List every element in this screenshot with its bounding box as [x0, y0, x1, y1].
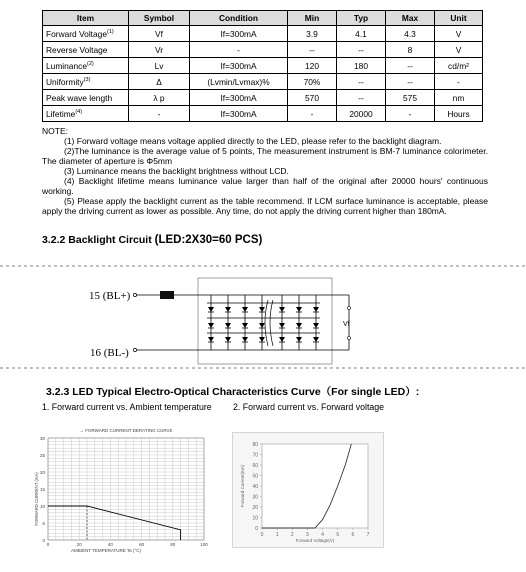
table-row — [43, 58, 483, 74]
item-note-ref: (1) — [106, 28, 114, 35]
cell-symbol: Vf — [129, 26, 190, 42]
x-tick-label: 6 — [351, 532, 355, 538]
cell-unit: V — [435, 42, 483, 58]
table-row — [43, 26, 483, 42]
y-tick-label: 0 — [42, 538, 45, 543]
notes-title: NOTE: — [42, 126, 68, 136]
cell-min: 3.9 — [288, 26, 337, 42]
x-tick-label: 1 — [275, 532, 279, 538]
led-diode — [259, 307, 265, 312]
led-diode — [279, 307, 285, 312]
y-tick-label: 70 — [252, 452, 258, 459]
backlight-circuit-title: 3.2.2 Backlight Circuit — [42, 234, 152, 246]
led-diode — [242, 323, 248, 328]
led-diode — [225, 337, 231, 342]
led-diode — [313, 307, 319, 312]
vf-label: Vf — [343, 321, 350, 328]
header-item: Item — [43, 11, 129, 26]
led-diode — [242, 337, 248, 342]
x-tick-label: 4 — [321, 532, 324, 538]
led-diode — [259, 323, 265, 328]
cell-unit: Hours — [435, 106, 483, 122]
y-tick-label: 80 — [252, 442, 258, 448]
x-axis-label: AMBIENT TEMPERATURE Ta (°C) — [71, 548, 141, 553]
led-diode — [259, 337, 265, 342]
x-tick-label: 7 — [366, 532, 370, 538]
note-2: (2)The luminance is the average value of 5 points, The measurement instrument is BM-7 luminance colorimeter. The diameter of aperture is Φ5mm — [42, 146, 488, 166]
led-diode — [313, 323, 319, 328]
cell-min: - — [288, 106, 337, 122]
x-tick-label: 40 — [107, 542, 113, 547]
item-label: Forward Voltage — [46, 28, 107, 39]
subheading-current-vs-voltage: 2. Forward current vs. Forward voltage — [233, 402, 385, 412]
item-label: Luminance — [46, 60, 87, 71]
y-tick-label: 25 — [39, 453, 45, 458]
x-tick-label: 2 — [290, 532, 294, 538]
cell-condition: If=300mA — [190, 106, 288, 122]
characteristics-heading: 3.2.3 LED Typical Electro-Optical Characteristics Curve（For single LED）: — [46, 386, 420, 398]
item-label: Lifetime — [46, 108, 76, 119]
y-tick-label: 30 — [252, 494, 258, 501]
notes-block — [42, 126, 488, 216]
led-diode — [225, 323, 231, 328]
cell-unit: V — [435, 26, 483, 42]
table-row — [43, 106, 483, 122]
cell-min: -- — [288, 42, 337, 58]
header-typ: Typ — [337, 11, 386, 26]
bl-plus-label: 15 (BL+) — [89, 290, 131, 302]
cell-item — [43, 106, 129, 122]
circuit-wiring — [133, 291, 350, 352]
x-tick-label: 100 — [200, 542, 208, 547]
cell-max: 8 — [386, 42, 435, 58]
item-note-ref: (3) — [83, 76, 91, 83]
table-row — [43, 74, 483, 90]
header-condition: Condition — [190, 11, 288, 26]
dashed-boundary — [0, 266, 526, 368]
y-tick-label: 10 — [252, 515, 258, 522]
x-tick-label: 0 — [46, 542, 50, 547]
cell-unit: - — [435, 74, 483, 90]
header-symbol: Symbol — [129, 11, 190, 26]
cell-condition: If=300mA — [190, 58, 288, 74]
cell-symbol: - — [129, 106, 190, 122]
cell-item — [43, 90, 129, 106]
cell-typ: 180 — [337, 58, 386, 74]
cell-unit: cd/m² — [435, 58, 483, 74]
break-mark — [270, 300, 273, 346]
iv-curve-chart — [232, 432, 384, 548]
cell-typ: -- — [337, 74, 386, 90]
cell-item — [43, 58, 129, 74]
break-mark — [265, 300, 268, 346]
y-tick-label: 60 — [252, 463, 258, 469]
y-tick-label: 40 — [252, 484, 258, 490]
table-header-row — [43, 11, 483, 26]
cell-typ: -- — [337, 42, 386, 58]
cell-item — [43, 42, 129, 58]
led-diode — [296, 323, 302, 328]
cell-min: 120 — [288, 58, 337, 74]
cell-item — [43, 26, 129, 42]
table-body — [43, 26, 483, 122]
subheading-current-vs-temperature: 1. Forward current vs. Ambient temperature — [42, 402, 212, 412]
cell-max: -- — [386, 74, 435, 90]
derating-curve-chart — [34, 422, 218, 556]
x-tick-label: 80 — [170, 542, 176, 547]
header-max: Max — [386, 11, 435, 26]
x-tick-label: 3 — [306, 532, 309, 538]
x-tick-label: 0 — [260, 532, 264, 538]
y-tick-label: 20 — [39, 470, 45, 475]
cell-condition: If=300mA — [190, 26, 288, 42]
y-tick-label: 10 — [39, 504, 45, 509]
note-3: (3) Luminance means the backlight brightness without LCD. — [64, 166, 289, 176]
led-diode — [313, 337, 319, 342]
item-label: Uniformity — [46, 76, 84, 87]
y-tick-label: 30 — [39, 436, 45, 441]
header-unit: Unit — [435, 11, 483, 26]
vf-terminal-bottom — [348, 337, 351, 340]
backlight-circuit-led-count: (LED:2X30=60 PCS) — [154, 234, 263, 246]
y-tick-label: 0 — [255, 526, 258, 532]
led-diode — [242, 307, 248, 312]
item-note-ref: (2) — [86, 60, 94, 67]
cell-condition: (Lvmin/Lvmax)% — [190, 74, 288, 90]
cell-condition: - — [190, 42, 288, 58]
chart-title: → FORWARD CURRENT DERATING CURVE — [79, 428, 173, 433]
resistor — [160, 291, 174, 299]
bl-plus-terminal — [133, 293, 136, 296]
cell-symbol: λ p — [129, 90, 190, 106]
cell-symbol: Δ — [129, 74, 190, 90]
table-row — [43, 90, 483, 106]
cell-condition: If=300mA — [190, 90, 288, 106]
x-tick-label: 20 — [76, 542, 82, 547]
x-axis-label: Forward Voltage(V) — [295, 538, 335, 543]
cell-typ: 4.1 — [337, 26, 386, 42]
y-tick-label: 5 — [42, 521, 45, 526]
y-tick-label: 50 — [252, 473, 258, 480]
led-diode — [296, 307, 302, 312]
table-row — [43, 42, 483, 58]
y-axis-label: Forward Current(mA) — [240, 464, 245, 508]
y-tick-label: 20 — [252, 505, 258, 511]
note-5: (5) Please apply the backlight current as the table recommend. If LCM surface luminance is acceptable, please apply the driving current as lower as possible. Any time, do not apply the driving current higher than 180mA. — [42, 196, 488, 216]
backlight-circuit-diagram — [0, 260, 526, 370]
led-diode — [279, 323, 285, 328]
header-min: Min — [288, 11, 337, 26]
led-diode — [225, 307, 231, 312]
y-tick-label: 15 — [39, 487, 45, 492]
led-diode — [279, 337, 285, 342]
cell-item — [43, 74, 129, 90]
note-1: (1) Forward voltage means voltage applied directly to the LED, please refer to the backlight diagram. — [64, 136, 442, 146]
cell-min: 70% — [288, 74, 337, 90]
cell-min: 570 — [288, 90, 337, 106]
led-diode — [208, 307, 214, 312]
bl-minus-terminal — [133, 348, 136, 351]
plot-area — [262, 444, 368, 528]
item-label: Peak wave length — [46, 92, 113, 103]
cell-symbol: Vr — [129, 42, 190, 58]
led-diode — [296, 337, 302, 342]
x-tick-label: 5 — [336, 532, 340, 538]
y-axis-label: FORWARD CURRENT (mA) — [34, 472, 39, 526]
bl-minus-label: 16 (BL-) — [90, 347, 129, 359]
note-4: (4) Backlight lifetime means luminance value larger than half of the original after 20000 hours' continuous working. — [42, 176, 488, 196]
vf-terminal-top — [348, 307, 351, 310]
item-note-ref: (4) — [75, 108, 83, 115]
backlight-circuit-heading — [42, 234, 262, 246]
item-label: Reverse Voltage — [46, 44, 108, 55]
cell-max: -- — [386, 58, 435, 74]
led-diode — [208, 337, 214, 342]
led-diode — [208, 323, 214, 328]
cell-max: 4.3 — [386, 26, 435, 42]
cell-max: - — [386, 106, 435, 122]
cell-max: 575 — [386, 90, 435, 106]
optical-characteristics-table — [42, 10, 483, 122]
cell-typ: -- — [337, 90, 386, 106]
cell-typ: 20000 — [337, 106, 386, 122]
cell-unit: nm — [435, 90, 483, 106]
x-tick-label: 60 — [139, 542, 145, 547]
cell-symbol: Lv — [129, 58, 190, 74]
